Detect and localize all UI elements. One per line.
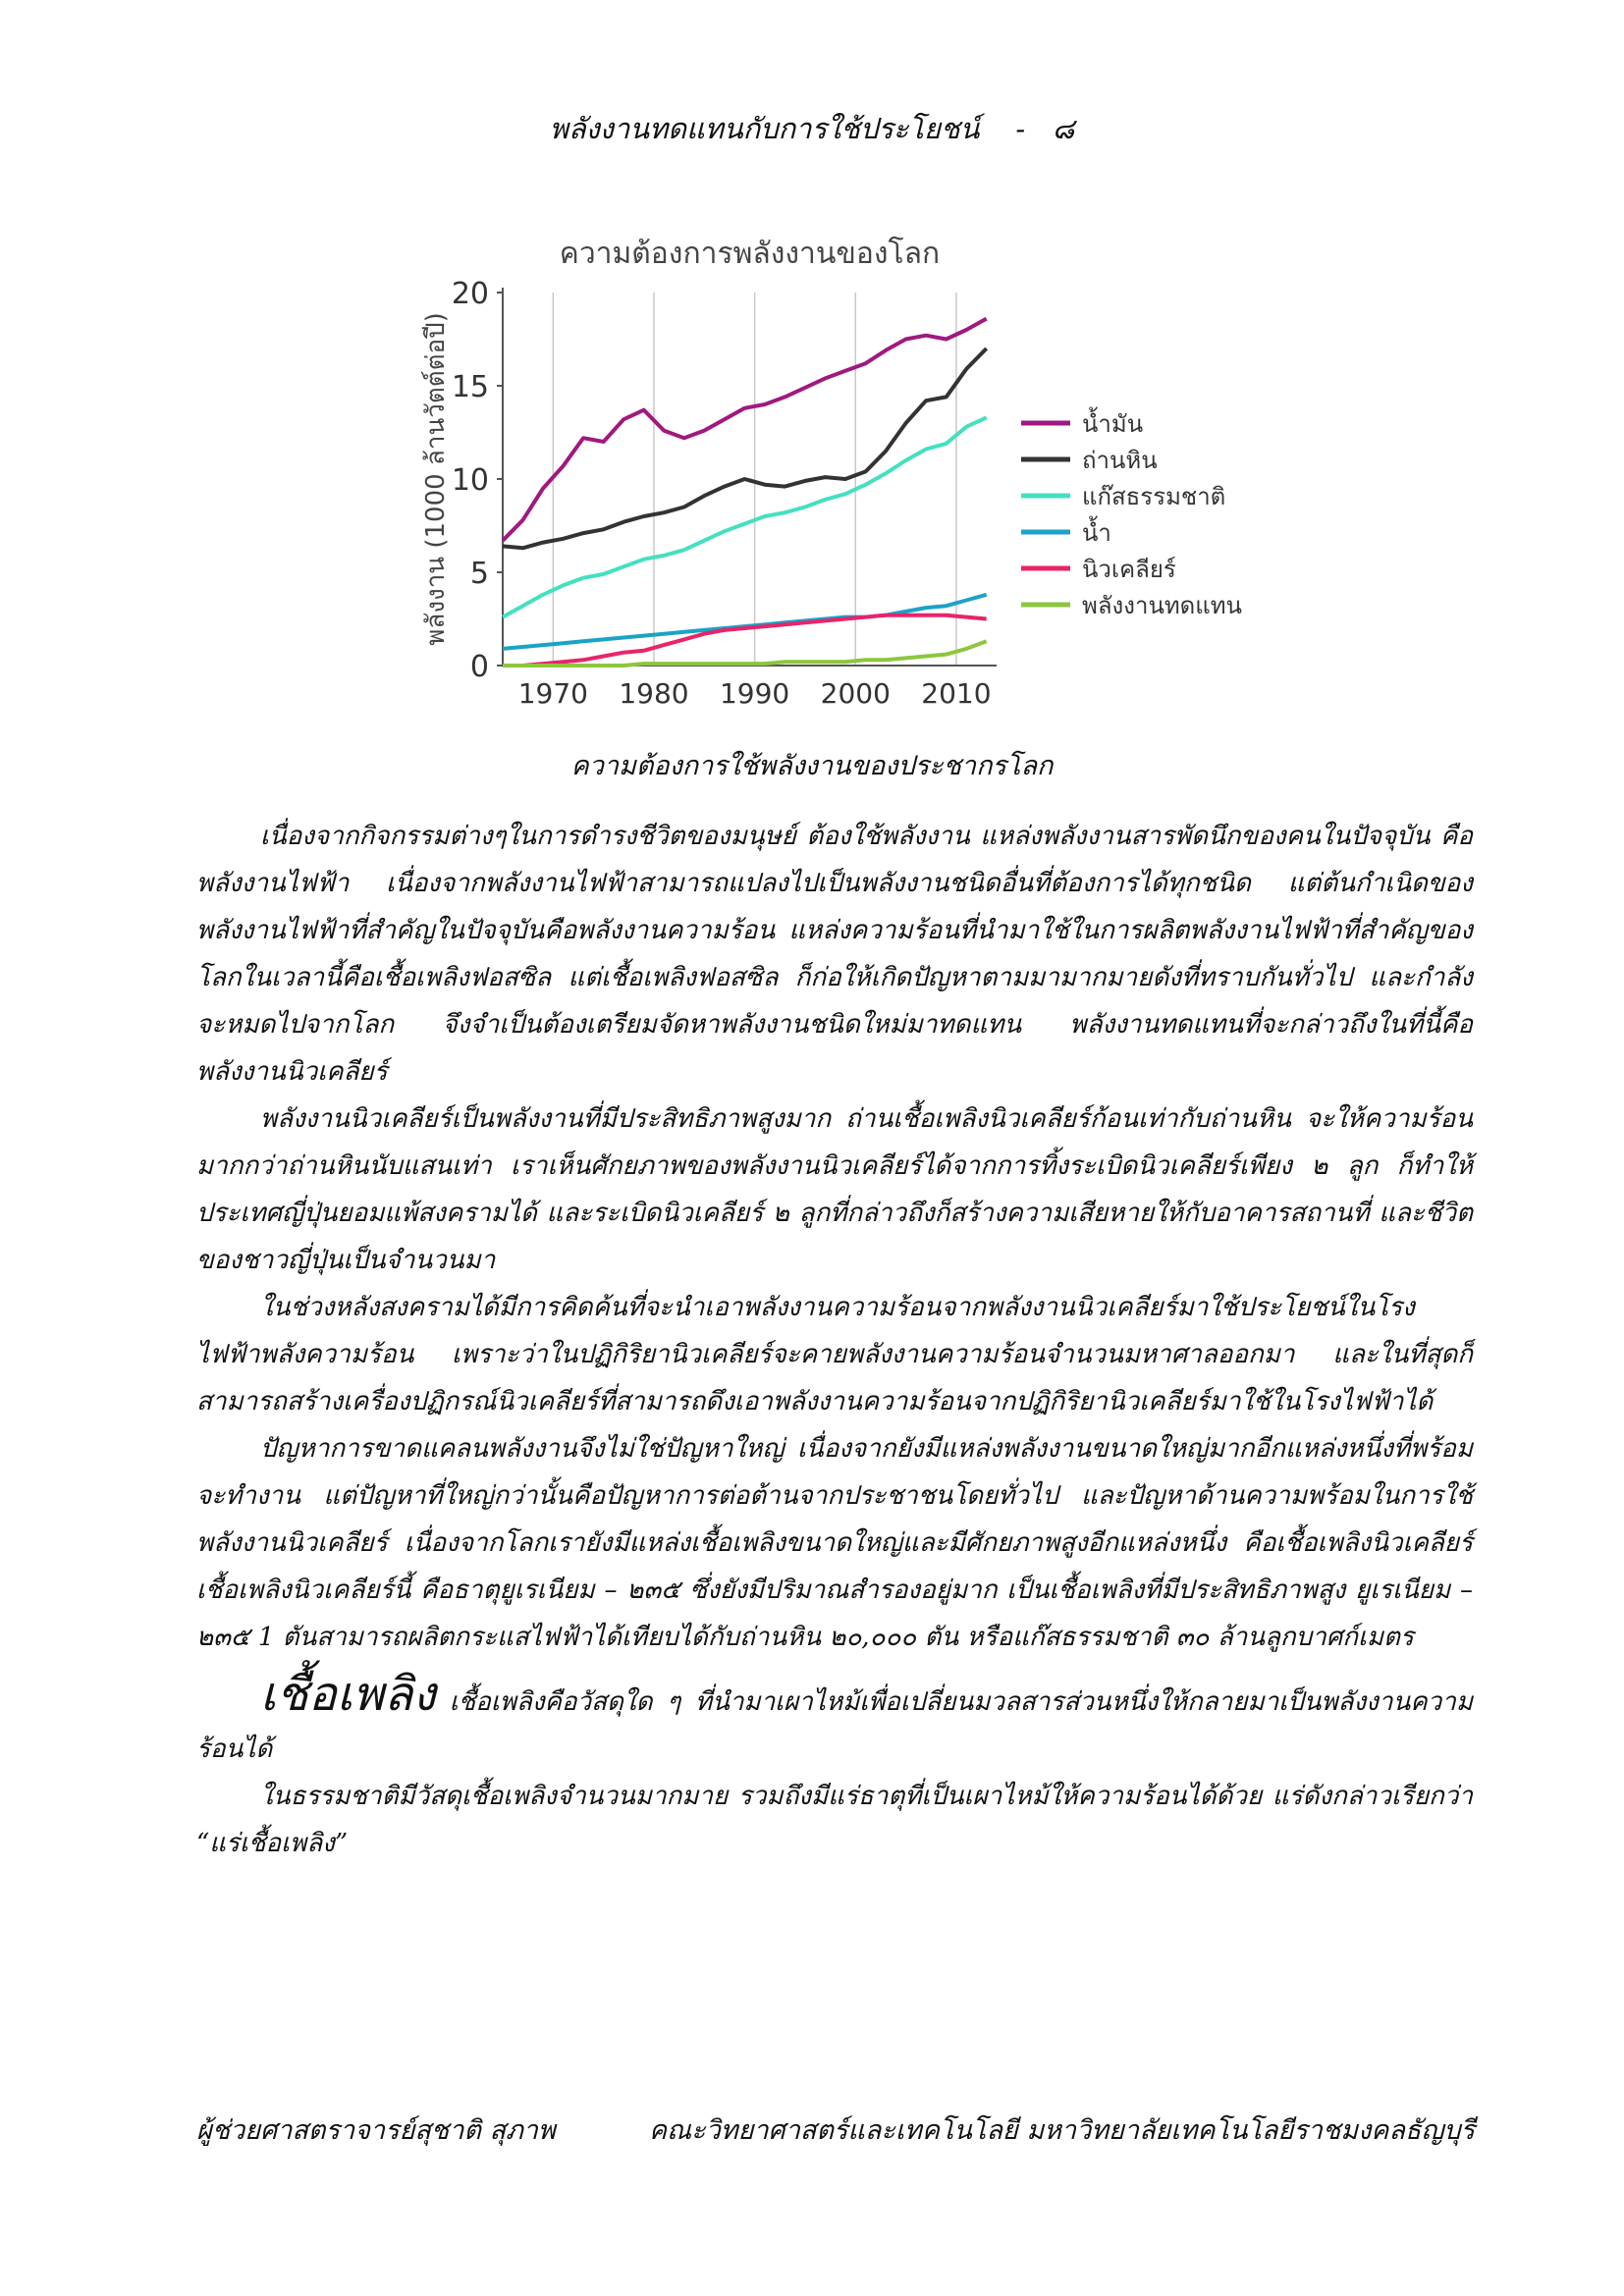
y-axis-label: พลังงาน (1000 ล้านวัตต์ต่อปี) — [421, 312, 451, 646]
body-text — [196, 813, 1473, 1867]
energy-demand-figure — [393, 224, 1326, 734]
paragraph-1: เนื่องจากกิจกรรมต่างๆในการดำรงชีวิตของมนุษย์ ต้องใช้พลังงาน แหล่งพลังงานสารพัดนึกของคนในปัจจุบัน คือ พลังงานไฟฟ้า เนื่องจากพลังงานไฟฟ้าสามารถแปลงไปเป็นพลังงานชนิดอื่นที่ต้องการได้ทุกชนิด แต่ต้นกำเนิดของพลังงานไฟฟ้าที่สำคัญในปัจจุบันคือพลังงานความร้อน แหล่งความร้อนที่นำมาใช้ในการผลิตพลังงานไฟฟ้าที่สำคัญของโลกในเวลานี้คือเชื้อเพลิงฟอสซิล แต่เชื้อเพลิงฟอสซิล ก็ก่อให้เกิดปัญหาตามมามากมายดังที่ทราบกันทั่วไป และกำลังจะหมดไปจากโลก จึงจำเป็นต้องเตรียมจัดหาพลังงานชนิดใหม่มาทดแทน พลังงานทดแทนที่จะกล่าวถึงในที่นี้คือพลังงานนิวเคลียร์ — [196, 822, 1473, 1087]
legend-label: ถ่านหิน — [1082, 447, 1158, 474]
page-number: ๘ — [1052, 112, 1075, 145]
page-header — [0, 106, 1624, 151]
legend-label: พลังงานทดแทน — [1082, 592, 1242, 619]
legend-label: น้ำ — [1082, 519, 1111, 547]
legend-label: น้ำมัน — [1082, 410, 1144, 438]
y-tick-label: 5 — [469, 557, 489, 591]
fuel-term: เชื้อเพลิง — [260, 1667, 436, 1722]
paragraph-5 — [196, 1667, 1473, 1773]
x-tick-label: 2000 — [820, 677, 891, 710]
paragraph-6: ในธรรมชาติมีวัสดุเชื้อเพลิงจำนวนมากมาย รวมถึงมีแร่ธาตุที่เป็นเผาไหม้ให้ความร้อนได้ด้วย แร่ดังกล่าวเรียกว่า “แร่เชื้อเพลิง” — [196, 1782, 1473, 1858]
series-line-4 — [503, 595, 987, 649]
y-tick-label: 15 — [451, 370, 489, 404]
header-separator: - — [1015, 112, 1026, 145]
fuel-definition: เชื้อเพลิงคือวัสดุใด ๆ ที่นำมาเผาไหม้เพื่อเปลี่ยนมวลสารส่วนหนึ่งให้กลายมาเป็นพลังงานความร้อนได้ — [196, 1687, 1473, 1764]
x-tick-label: 1980 — [619, 677, 689, 710]
y-tick-label: 10 — [451, 463, 489, 498]
footer-author: ผู้ช่วยศาสตราจารย์สุชาติ สุภาพ — [196, 2115, 556, 2146]
energy-demand-chart — [393, 224, 1326, 734]
paragraph-4: ปัญหาการขาดแคลนพลังงานจึงไม่ใช่ปัญหาใหญ่ เนื่องจากยังมีแหล่งพลังงานขนาดใหญ่มากอีกแหล่งหนึ่งที่พร้อมจะทำงาน แต่ปัญหาที่ใหญ่กว่านั้นคือปัญหาการต่อต้านจากประชาชนโดยทั่วไป และปัญหาด้านความพร้อมในการใช้พลังงานนิวเคลียร์ เนื่องจากโลกเรายังมีแหล่งเชื้อเพลิงขนาดใหญ่และมีศักยภาพสูงอีกแหล่งหนึ่ง คือเชื้อเพลิงนิวเคลียร์ เชื้อเพลิงนิวเคลียร์นี้ คือธาตุยูเรเนียม – ๒๓๕ ซึ่งยังมีปริมาณสำรองอยู่มาก เป็นเชื้อเพลิงที่มีประสิทธิภาพสูง ยูเรเนียม – ๒๓๕ 1 ตันสามารถผลิตกระแสไฟฟ้าได้เทียบได้กับถ่านหิน ๒๐,๐๐๐ ตัน หรือแก๊สธรรมชาติ ๓๐ ล้านลูกบาศก์เมตร — [196, 1434, 1473, 1652]
header-title: พลังงานทดแทนกับการใช้ประโยชน์ — [549, 112, 980, 145]
paragraph-2: พลังงานนิวเคลียร์เป็นพลังงานที่มีประสิทธิภาพสูงมาก ถ่านเชื้อเพลิงนิวเคลียร์ก้อนเท่ากับถ่านหิน จะให้ความร้อนมากกว่าถ่านหินนับแสนเท่า เราเห็นศักยภาพของพลังงานนิวเคลียร์ได้จากการทิ้งระเบิดนิวเคลียร์เพียง ๒ ลูก ก็ทำให้ประเทศญี่ปุ่นยอมแพ้สงครามได้ และระเบิดนิวเคลียร์ ๒ ลูกที่กล่าวถึงก็สร้างความเสียหายให้กับอาคารสถานที่ และชีวิตของชาวญี่ปุ่นเป็นจำนวนมา — [196, 1104, 1473, 1275]
x-tick-label: 1990 — [719, 677, 790, 710]
series-line-1 — [503, 319, 987, 541]
y-tick-label: 20 — [451, 277, 489, 311]
x-tick-label: 2010 — [921, 677, 992, 710]
legend-label: นิวเคลียร์ — [1082, 556, 1176, 583]
legend-label: แก๊สธรรมชาติ — [1082, 483, 1226, 510]
y-tick-label: 0 — [469, 650, 489, 684]
paragraph-3: ในช่วงหลังสงครามได้มีการคิดค้นที่จะนำเอาพลังงานความร้อนจากพลังงานนิวเคลียร์มาใช้ประโยชน์ในโรงไฟฟ้าพลังความร้อน เพราะว่าในปฏิกิริยานิวเคลียร์จะคายพลังงานความร้อนจำนวนมหาศาลออกมา และในที่สุดก็สามารถสร้างเครื่องปฏิกรณ์นิวเคลียร์ที่สามารถดึงเอาพลังงานความร้อนจากปฏิกิริยานิวเคลียร์มาใช้ในโรงไฟฟ้าได้ — [196, 1293, 1473, 1416]
x-tick-label: 1970 — [517, 677, 588, 710]
figure-caption: ความต้องการใช้พลังงานของประชากรโลก — [570, 751, 1054, 781]
footer-affiliation: คณะวิทยาศาสตร์และเทคโนโลยี มหาวิทยาลัยเทคโนโลยีราชมงคลธัญบุรี — [649, 2115, 1475, 2146]
chart-title: ความต้องการพลังงานของโลก — [559, 237, 941, 271]
